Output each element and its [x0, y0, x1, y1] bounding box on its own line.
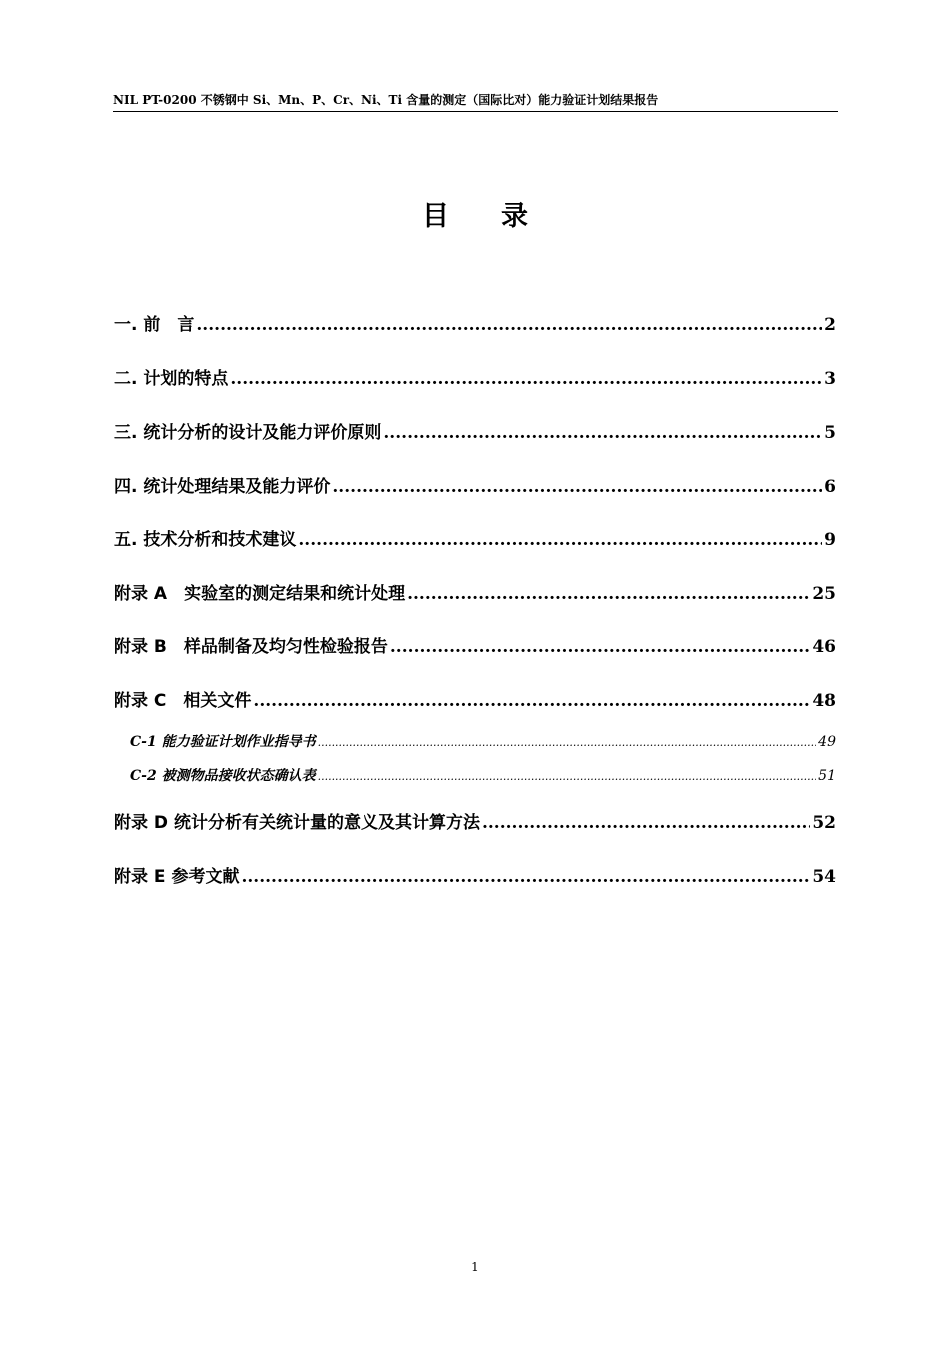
toc-entry-appendix-d[interactable]	[114, 808, 836, 834]
toc-subentry-c1[interactable]	[130, 731, 836, 751]
toc-entry-preface[interactable]	[114, 310, 836, 336]
toc-dot-leader	[383, 423, 822, 443]
toc-entry-appendix-e[interactable]	[114, 862, 836, 888]
toc-dot-leader	[318, 736, 817, 749]
toc-dot-leader	[230, 369, 822, 389]
toc-entry-page: 3	[824, 369, 836, 389]
toc-dot-leader	[482, 813, 810, 833]
toc-entry-page: 25	[812, 584, 836, 604]
toc-dot-leader	[318, 770, 817, 783]
toc-entry-technical-analysis[interactable]	[114, 525, 836, 551]
toc-entry-label: 附录 E 参考文献	[114, 867, 240, 887]
toc-subentry-c2[interactable]	[130, 765, 836, 785]
toc-entry-label: 二. 计划的特点	[114, 369, 229, 389]
toc-entry-label: 附录 A 实验室的测定结果和统计处理	[114, 584, 406, 604]
toc-entry-page: 46	[812, 637, 836, 657]
toc-dot-leader	[407, 584, 810, 604]
toc-entry-appendix-a[interactable]	[114, 579, 836, 605]
toc-entry-page: 49	[818, 734, 836, 750]
page-number: 1	[471, 1260, 479, 1274]
toc-entry-features[interactable]	[114, 364, 836, 390]
toc-dot-leader	[253, 691, 810, 711]
toc-entry-appendix-c[interactable]	[114, 686, 836, 712]
toc-entry-page: 48	[812, 691, 836, 711]
running-header: NIL PT-0200 不锈钢中 Si、Mn、P、Cr、Ni、Ti 含量的测定（国际比对）能力验证计划结果报告	[113, 91, 838, 112]
toc-entry-label: 一. 前 言	[114, 315, 195, 335]
toc-entry-label: 附录 B 样品制备及均匀性检验报告	[114, 637, 388, 657]
toc-entry-page: 6	[824, 477, 836, 497]
toc-dot-leader	[241, 867, 810, 887]
toc-entry-page: 54	[812, 867, 836, 887]
toc-entry-label: 附录 D 统计分析有关统计量的意义及其计算方法	[114, 813, 480, 833]
toc-entry-appendix-b[interactable]	[114, 632, 836, 658]
toc-dot-leader	[332, 477, 822, 497]
toc-entry-label: 三. 统计分析的设计及能力评价原则	[114, 423, 382, 443]
toc-entry-label: 五. 技术分析和技术建议	[114, 530, 297, 550]
toc-entry-statistical-design[interactable]	[114, 418, 836, 444]
toc-entry-page: 2	[824, 315, 836, 335]
toc-dot-leader	[196, 315, 822, 335]
toc-entry-page: 9	[824, 530, 836, 550]
toc-entry-page: 51	[818, 768, 836, 784]
toc-dot-leader	[390, 637, 810, 657]
toc-entry-label: 四. 统计处理结果及能力评价	[114, 477, 331, 497]
toc-entry-page: 52	[812, 813, 836, 833]
toc-entry-page: 5	[824, 423, 836, 443]
toc-dot-leader	[298, 530, 822, 550]
toc-entry-label: 附录 C 相关文件	[114, 691, 252, 711]
toc-entry-label: C-2 被测物品接收状态确认表	[130, 768, 316, 784]
toc-entry-results-evaluation[interactable]	[114, 472, 836, 498]
page-title: 目录	[422, 201, 580, 232]
toc-entry-label: C-1 能力验证计划作业指导书	[130, 734, 316, 750]
